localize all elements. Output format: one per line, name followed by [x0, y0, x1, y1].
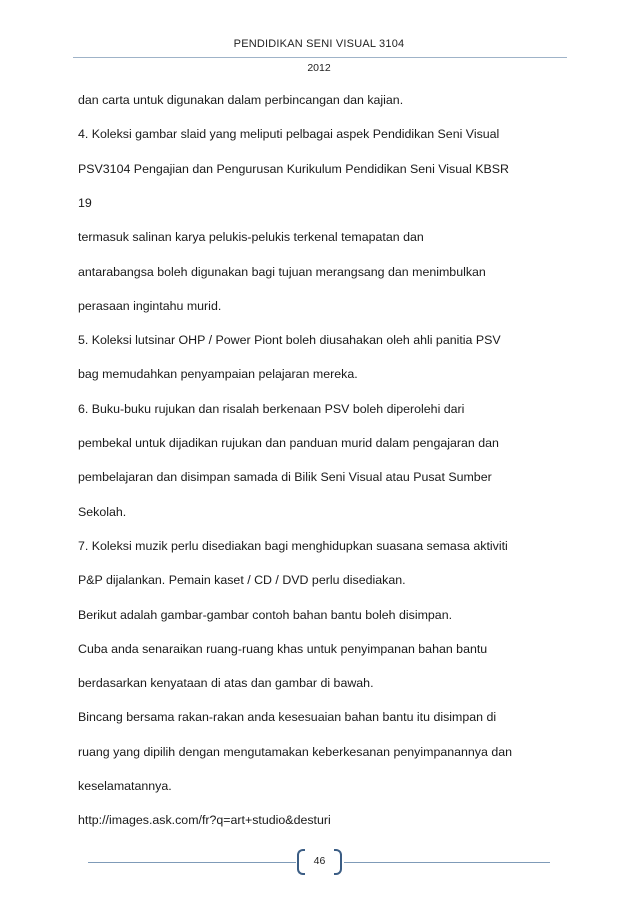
text-line: bag memudahkan penyampaian pelajaran mereka. [78, 367, 358, 382]
text-line: 6. Buku-buku rujukan dan risalah berkenaan PSV boleh diperolehi dari [78, 401, 465, 416]
page-number-bracket-left [297, 849, 305, 875]
text-line: http://images.ask.com/fr?q=art+studio&desturi [78, 813, 331, 828]
text-line: Sekolah. [78, 504, 127, 519]
text-line: antarabangsa boleh digunakan bagi tujuan merangsang dan menimbulkan [78, 264, 486, 279]
text-line: 5. Koleksi lutsinar OHP / Power Piont boleh diusahakan oleh ahli panitia PSV [78, 333, 501, 348]
text-line: 4. Koleksi gambar slaid yang meliputi pelbagai aspek Pendidikan Seni Visual [78, 127, 500, 142]
text-line: ruang yang dipilih dengan mengutamakan keberkesanan penyimpanannya dan [78, 744, 512, 759]
text-line: Cuba anda senaraikan ruang-ruang khas untuk penyimpanan bahan bantu [78, 641, 488, 656]
text-line: Berikut adalah gambar-gambar contoh bahan bantu boleh disimpan. [78, 607, 453, 622]
header-title: PENDIDIKAN SENI VISUAL 3104 [233, 38, 405, 50]
text-line: keselamatannya. [78, 779, 172, 793]
text-line: Bincang bersama rakan-rakan anda kesesuaian bahan bantu itu disimpan di [78, 710, 497, 725]
page-number-bracket-right [334, 849, 342, 875]
text-line: 19 [78, 195, 92, 210]
text-line: termasuk salinan karya pelukis-pelukis terkenal temapatan dan [78, 230, 424, 245]
footer-divider-left [88, 862, 296, 863]
text-line: perasaan ingintahu murid. [78, 298, 222, 313]
page-number: 46 [313, 855, 326, 867]
text-line: berdasarkan kenyataan di atas dan gambar di bawah. [78, 676, 374, 691]
text-line: PSV3104 Pengajian dan Pengurusan Kurikulum Pendidikan Seni Visual KBSR [78, 161, 509, 176]
header-year: 2012 [307, 62, 331, 74]
text-line: pembelajaran dan disimpan samada di Bilik Seni Visual atau Pusat Sumber [78, 470, 492, 485]
text-line: dan carta untuk digunakan dalam perbincangan dan kajian. [78, 93, 404, 107]
text-line: 7. Koleksi muzik perlu disediakan bagi menghidupkan suasana semasa aktiviti [78, 538, 508, 553]
text-line: pembekal untuk dijadikan rujukan dan panduan murid dalam pengajaran dan [78, 436, 499, 450]
header-divider [73, 57, 567, 58]
footer-divider-right [344, 862, 550, 863]
text-line: P&P dijalankan. Pemain kaset / CD / DVD perlu disediakan. [78, 573, 406, 588]
